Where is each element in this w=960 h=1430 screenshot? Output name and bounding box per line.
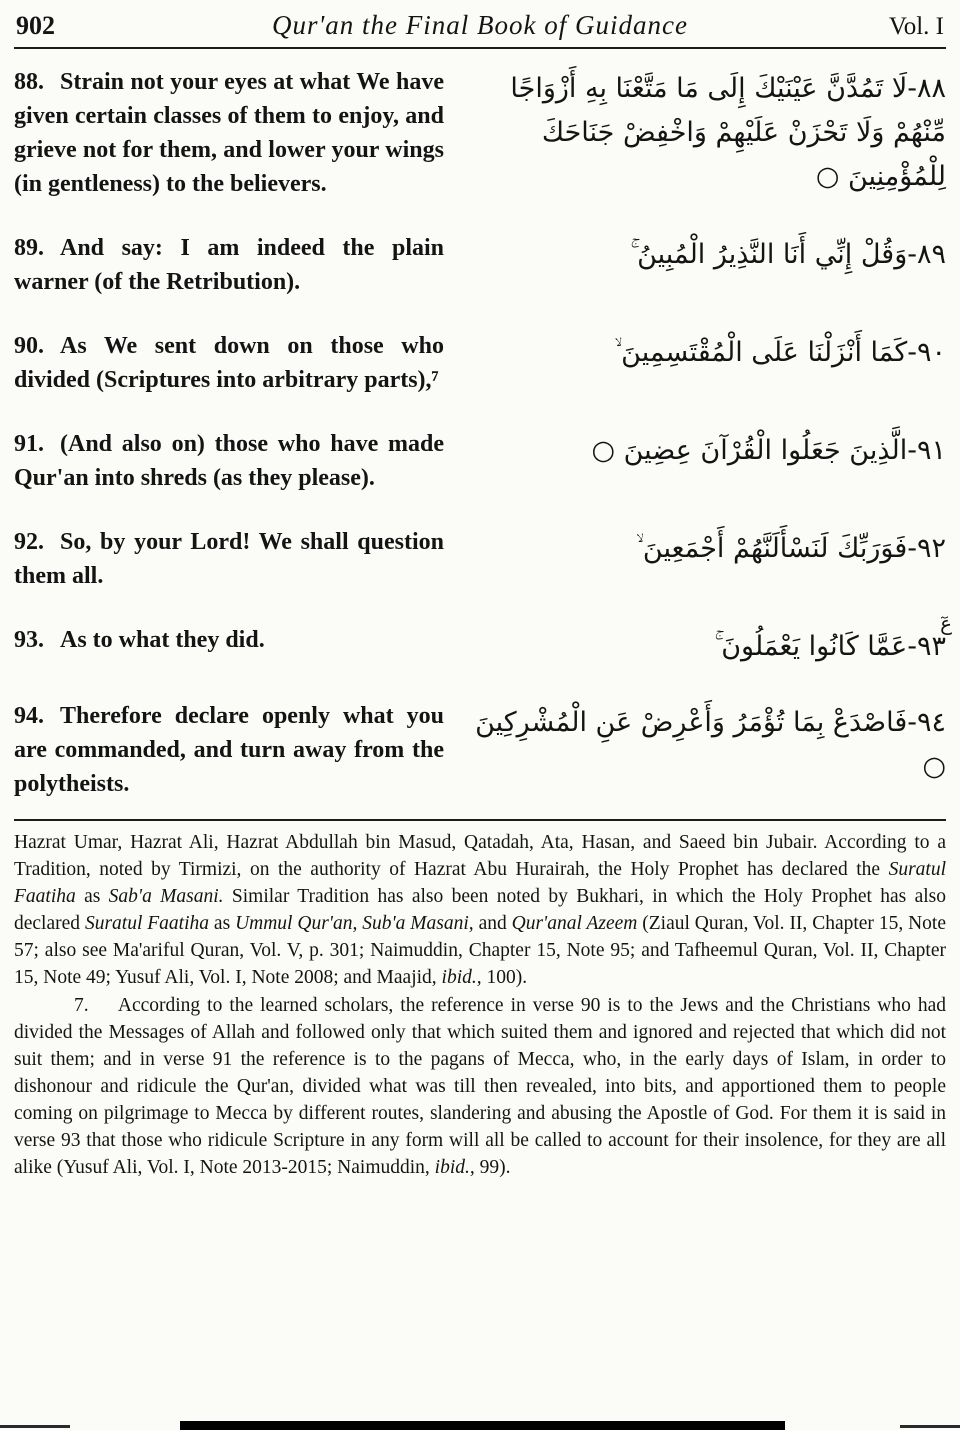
verse-english bbox=[14, 525, 444, 593]
verse-english bbox=[14, 699, 444, 801]
verse-arabic: ٨٩-وَقُلْ إِنِّي أَنَا النَّذِيرُ الْمُبِينُ ۚ bbox=[630, 239, 946, 270]
verse-arabic: ٩١-الَّذِينَ جَعَلُوا الْقُرْآنَ عِضِينَ ○ bbox=[591, 435, 946, 466]
scan-artifact-line-left bbox=[0, 1425, 70, 1428]
verse-arabic: ٩٢-فَوَرَبِّكَ لَنَسْأَلَنَّهُمْ أَجْمَعِينَ ۙ bbox=[636, 533, 946, 564]
footnotes-section bbox=[14, 821, 946, 1181]
verse-number: 88. bbox=[14, 69, 44, 95]
page-header bbox=[14, 8, 946, 41]
verse-english bbox=[14, 329, 444, 397]
verse-arabic: ٩٣-عَمَّا كَانُوا يَعْمَلُونَ ۚ bbox=[714, 631, 946, 662]
verse-row-94 bbox=[14, 699, 946, 801]
verse-number: 91. bbox=[14, 431, 44, 457]
verse-english bbox=[14, 427, 444, 495]
verse-english bbox=[14, 231, 444, 299]
verse-row-90 bbox=[14, 329, 946, 397]
verse-arabic: ٩٤-فَاصْدَعْ بِمَا تُؤْمَرُ وَأَعْرِضْ عَنِ الْمُشْرِكِينَ ○ bbox=[475, 707, 946, 782]
verse-row-89 bbox=[14, 231, 946, 299]
verse-number: 93. bbox=[14, 627, 44, 653]
verse-text: So, by your Lord! We shall question them all. bbox=[14, 529, 444, 589]
verses-section bbox=[14, 49, 952, 801]
footnote-paragraph-continued: Hazrat Umar, Hazrat Ali, Hazrat Abdullah bin Masud, Qatadah, Ata, Hasan, and Saeed bin Jubair. According to a Tradition, noted by Tirmizi, on the authority of Hazrat Abu Hurairah, the Holy Prophet has declared the Suratul Faatiha as Sab'a Masani. Similar Tradition has also been noted by Bukhari, in which the Holy Prophet has also declared Suratul Faatiha as Ummul Qur'an, Sub'a Masani, and Qur'anal Azeem (Ziaul Quran, Vol. II, Chapter 15, Note 57; also see Ma'ariful Quran, Vol. V, p. 301; Naimuddin, Chapter 15, Note 95; and Tafheemul Quran, Vol. II, Chapter 15, Note 49; Yusuf Ali, Vol. I, Note 2008; and Maajid, ibid., 100). bbox=[14, 832, 947, 988]
verse-row-92 bbox=[14, 525, 946, 593]
verse-text: And say: I am indeed the plain warner (of the Retribution). bbox=[14, 235, 444, 295]
verse-number: 90. bbox=[14, 333, 44, 359]
verse-row-88 bbox=[14, 65, 946, 201]
ruku-marker-icon: عٓ bbox=[940, 611, 952, 635]
verse-arabic: ٨٨-لَا تَمُدَّنَّ عَيْنَيْكَ إِلَى مَا مَتَّعْنَا بِهِ أَزْوَاجًا مِّنْهُمْ وَلَا تَحْزَنْ عَلَيْهِمْ وَاخْفِضْ جَنَاحَكَ لِلْمُؤْمِنِينَ ○ bbox=[510, 73, 946, 192]
page-number: 902 bbox=[16, 11, 55, 40]
verse-english bbox=[14, 65, 444, 201]
volume-label: Vol. I bbox=[888, 13, 944, 40]
scan-artifact-bar bbox=[180, 1421, 785, 1430]
verse-text: Strain not your eyes at what We have given certain classes of them to enjoy, and grieve not for them, and lower your wings (in gentleness) to the believers. bbox=[14, 69, 444, 197]
footnote-paragraph-7: 7. According to the learned scholars, the reference in verse 90 is to the Jews and the Christians who had divided the Messages of Allah and followed only that which suited them and ignored and rejected that which did not suit them; and in verse 91 the reference is to the pagans of Mecca, who, in the early days of Islam, in order to dishonour and ridicule the Qur'an, divided what was till then revealed, into bits, and apportioned them to people coming on pilgrimage to Mecca by different routes, slandering and abusing the Apostle of God. For them it is said in verse 93 that those who ridicule Scripture in any form will all be called to account for their insolence, for they are all alike (Yusuf Ali, Vol. I, Note 2013-2015; Naimuddin, ibid., 99). bbox=[14, 995, 946, 1178]
page-title: Qur'an the Final Book of Guidance bbox=[272, 10, 688, 40]
verse-text: As to what they did. bbox=[60, 627, 265, 653]
verse-row-93 bbox=[14, 611, 952, 669]
verse-text: (And also on) those who have made Qur'an into shreds (as they please). bbox=[14, 431, 444, 491]
verse-text: As We sent down on those who divided (Scriptures into arbitrary parts),⁷ bbox=[14, 333, 444, 393]
verse-text: Therefore declare openly what you are commanded, and turn away from the polytheists. bbox=[14, 703, 444, 797]
verse-number: 92. bbox=[14, 529, 44, 555]
verse-row-91 bbox=[14, 427, 946, 495]
verse-number: 94. bbox=[14, 703, 44, 729]
verse-english bbox=[14, 623, 444, 669]
scan-artifact-line-right bbox=[900, 1425, 960, 1428]
verse-number: 89. bbox=[14, 235, 44, 261]
verse-arabic: ٩٠-كَمَا أَنْزَلْنَا عَلَى الْمُقْتَسِمِينَ ۙ bbox=[614, 337, 946, 368]
